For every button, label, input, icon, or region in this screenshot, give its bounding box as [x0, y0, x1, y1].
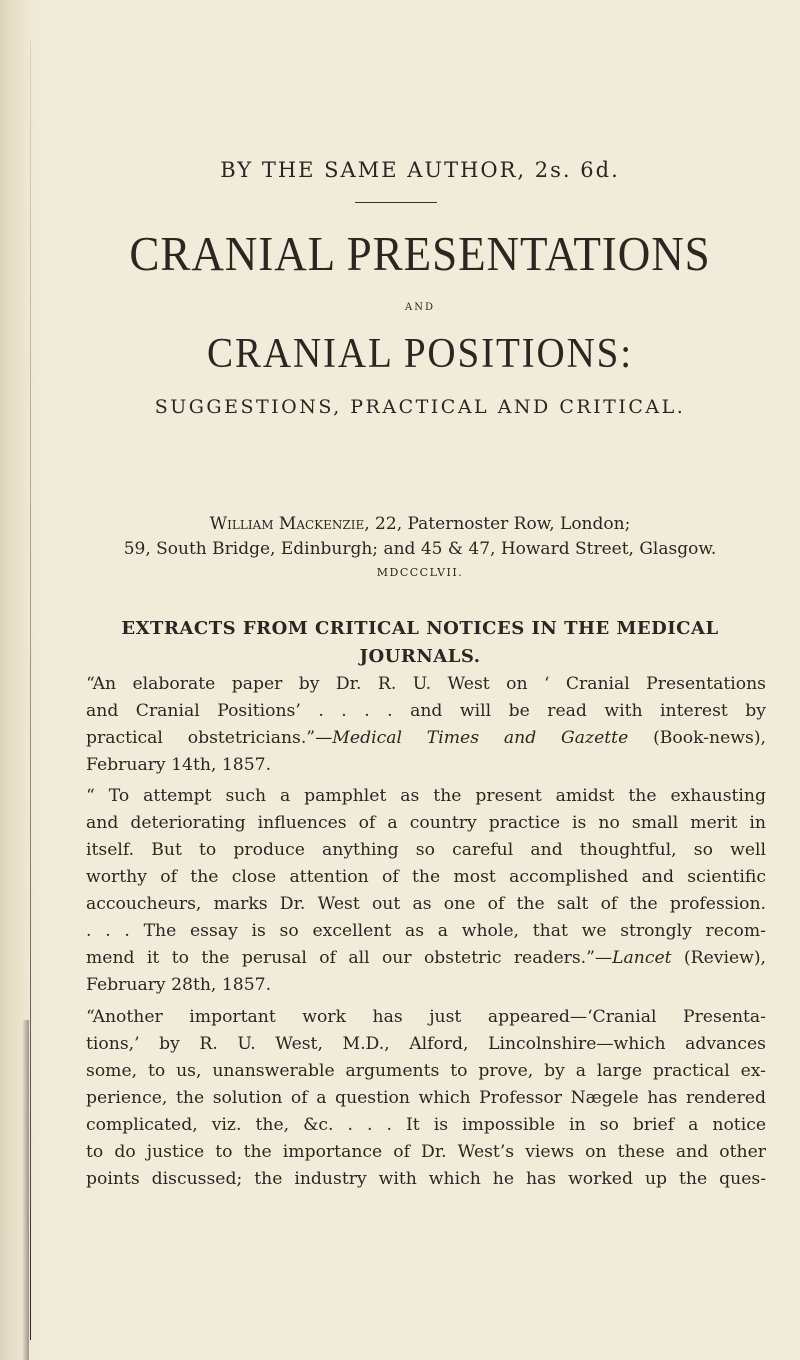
quote-2-line-1: “ To attempt such a pamphlet as the present amidst the exhausting [86, 786, 766, 806]
quote-3-line-3: some, to us, unanswerable arguments to prove, by a large practical ex- [86, 1061, 766, 1081]
publication-year: MDCCCLVII. [376, 566, 464, 579]
quote-3-line-6: to do justice to the importance of Dr. West’s views on these and other [86, 1142, 766, 1162]
quote-1-line-1: “An elaborate paper by Dr. R. U. West on ‘ Cranial Presentations [86, 674, 766, 694]
quote-2-line-6: . . . The essay is so excellent as a whole, that we strongly recom- [86, 921, 766, 941]
quote-1-line-2: and Cranial Positions’ . . . . and will be read with interest by [86, 701, 766, 721]
quote-2-line-4: worthy of the close attention of the most accomplished and scientific [86, 867, 766, 887]
quote-3-line-1: “Another important work has just appeared—‘Cranial Presenta- [86, 1007, 766, 1027]
book-title-main: CRANIAL PRESENTATIONS [129, 226, 711, 281]
quote-3-line-4: perience, the solution of a question which Professor Nægele has rendered [86, 1088, 766, 1108]
by-same-author-line: BY THE SAME AUTHOR, 2s. 6d. [220, 158, 620, 182]
publisher-line-2: 59, South Bridge, Edinburgh; and 45 & 47, Howard Street, Glasgow. [123, 539, 717, 559]
title-rule [355, 202, 437, 203]
quote-2-line-3: itself. But to produce anything so careful and thoughtful, so well [86, 840, 766, 860]
quote-2-line-5: accoucheurs, marks Dr. West out as one of the salt of the profession. [86, 894, 766, 914]
publisher-address-1: , 22, Paternoster Row, London; [364, 514, 631, 534]
publisher-line-1 [40, 514, 800, 534]
quote-3-line-7: points discussed; the industry with which he has worked up the ques- [86, 1169, 766, 1189]
quote-2-text: mend it to the perusal of all our obstetric readers.”— [86, 948, 613, 968]
quote-2-source-type: (Review), [671, 948, 766, 968]
book-title-second: CRANIAL POSITIONS: [207, 331, 633, 377]
title-conjunction: AND [405, 302, 435, 313]
extracts-heading-2: JOURNALS. [359, 646, 481, 667]
quote-3-line-5: complicated, viz. the, &c. . . . It is impossible in so brief a notice [86, 1115, 766, 1135]
quote-1-text: practical obstetricians.”— [86, 728, 333, 748]
quote-2-line-7 [86, 945, 766, 972]
quote-2-line-2: and deteriorating influences of a country practice is no small merit in [86, 813, 766, 833]
quote-1-date: February 14th, 1857. [86, 755, 272, 775]
publisher-name: William Mackenzie [209, 514, 365, 534]
extracts-heading-1: EXTRACTS FROM CRITICAL NOTICES IN THE MEDICAL [121, 618, 719, 639]
quote-2-date: February 28th, 1857. [86, 975, 272, 995]
quote-3-line-2: tions,’ by R. U. West, M.D., Alford, Lincolnshire—which advances [86, 1034, 766, 1054]
quote-1-source-type: (Book-news), [628, 728, 766, 748]
quote-1-line-3 [86, 725, 766, 752]
quote-2-source: Lancet [612, 948, 672, 968]
book-subtitle: SUGGESTIONS, PRACTICAL AND CRITICAL. [154, 396, 686, 418]
quote-1-source: Medical Times and Gazette [332, 728, 629, 748]
